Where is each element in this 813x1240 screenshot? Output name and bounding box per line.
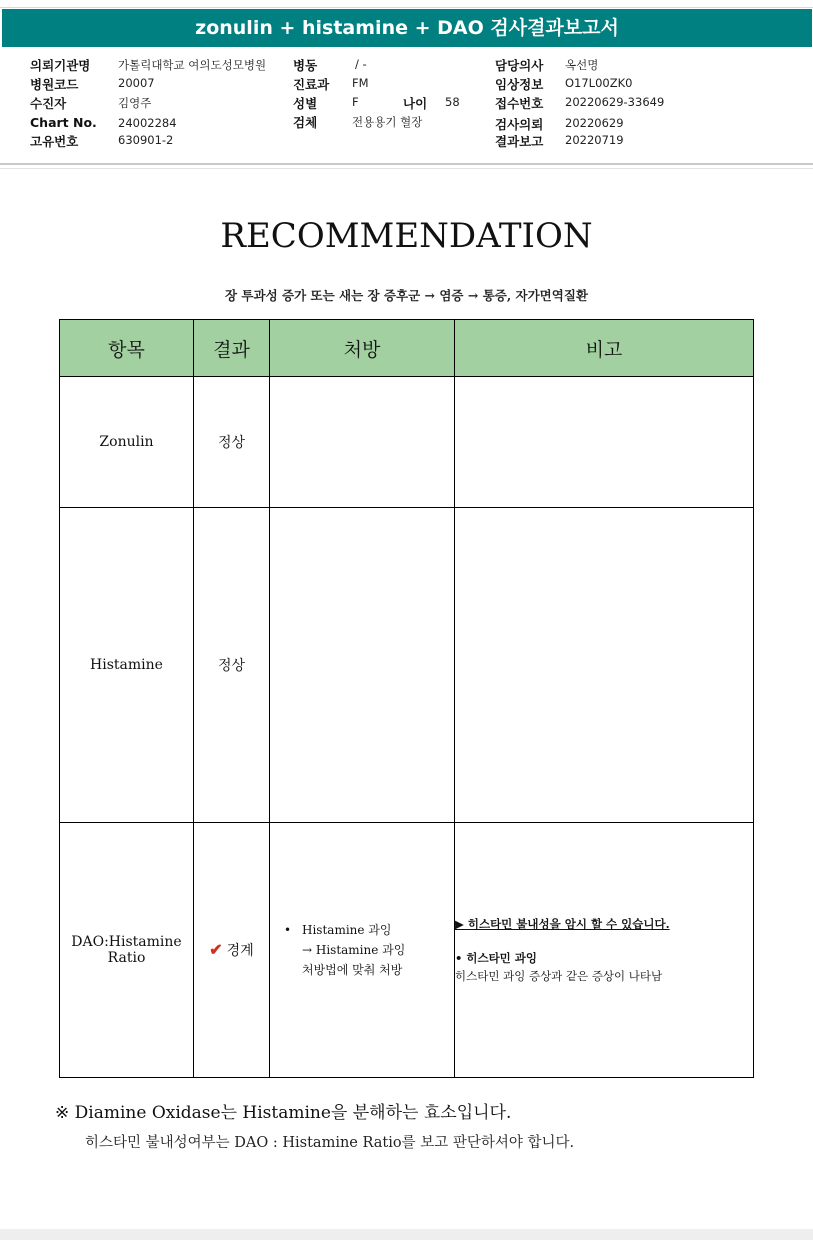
recommendation-subtitle: 장 투과성 증가 또는 새는 장 증후군 → 염증 → 통증, 자가면역질환: [225, 288, 588, 303]
report-label: 결과보고: [495, 134, 544, 149]
header-note: 비고: [455, 320, 754, 377]
note-text: 히스타민 과잉 증상과 같은 증상이 나타남: [455, 969, 663, 983]
table-row: [60, 377, 754, 508]
header-result: 결과: [194, 320, 270, 377]
specimen-label: 검체: [293, 115, 318, 130]
hospital-code-label: 병원코드: [30, 77, 79, 92]
age-label: 나이: [403, 96, 428, 111]
row-prescription: [270, 823, 455, 1078]
sex-value: F: [352, 95, 359, 109]
doctor-value: 옥선명: [565, 58, 599, 72]
row-prescription: [270, 377, 455, 508]
clinical-value: O17L00ZK0: [565, 76, 633, 90]
divider: [0, 163, 813, 165]
row-item: Zonulin: [60, 377, 194, 508]
note-heading: ▶ 히스타민 불내성을 암시 할 수 있습니다.: [455, 917, 670, 931]
patient-value: 김영주: [118, 96, 152, 110]
header-prescription: 처방: [270, 320, 455, 377]
check-icon: ✔: [209, 940, 223, 959]
row-item: DAO:Histamine Ratio: [60, 823, 194, 1078]
row-note: [455, 508, 754, 823]
bullet-icon: •: [284, 923, 292, 937]
row-note: [455, 377, 754, 508]
institution-value: 가톨릭대학교 여의도성모병원: [118, 58, 267, 72]
chart-value: 24002284: [118, 116, 177, 130]
request-label: 검사의뢰: [495, 117, 544, 132]
specimen-value: 전용용기 혈장: [352, 115, 423, 129]
report-value: 20220719: [565, 133, 624, 147]
hospital-code-value: 20007: [118, 76, 155, 90]
patient-info: [0, 52, 813, 162]
row-note: [455, 823, 754, 1078]
sex-label: 성별: [293, 96, 318, 111]
request-value: 20220629: [565, 116, 624, 130]
report-title: zonulin + histamine + DAO 검사결과보고서: [2, 9, 812, 47]
unique-value: 630901-2: [118, 133, 174, 147]
doctor-label: 담당의사: [495, 58, 544, 73]
unique-label: 고유번호: [30, 134, 79, 149]
footer-note-sub: 히스타민 불내성여부는 DAO : Histamine Ratio를 보고 판단하셔야 합니다.: [85, 1135, 575, 1151]
footer-note: ※ Diamine Oxidase는 Histamine을 분해하는 효소입니다.: [55, 1103, 512, 1123]
table-header-row: [60, 320, 754, 377]
table-row: [60, 823, 754, 1078]
row-result: [194, 823, 270, 1078]
table-row: [60, 508, 754, 823]
ward-value: / -: [355, 57, 367, 71]
receipt-label: 접수번호: [495, 96, 544, 111]
patient-label: 수진자: [30, 96, 67, 111]
header-item: 항목: [60, 320, 194, 377]
row-prescription: [270, 508, 455, 823]
age-value: 58: [445, 95, 460, 109]
dept-value: FM: [352, 76, 369, 90]
ward-label: 병동: [293, 58, 318, 73]
row-item: Histamine: [60, 508, 194, 823]
dept-label: 진료과: [293, 77, 330, 92]
divider: [0, 168, 813, 169]
row-result: 정상: [194, 377, 270, 508]
rx-line: 처방법에 맞춰 처방: [302, 963, 403, 977]
receipt-value: 20220629-33649: [565, 95, 665, 109]
row-result: 정상: [194, 508, 270, 823]
rx-line: Histamine 과잉: [302, 923, 392, 937]
institution-label: 의뢰기관명: [30, 58, 91, 73]
note-bullet: • 히스타민 과잉: [455, 951, 538, 965]
chart-label: Chart No.: [30, 115, 97, 130]
result-text: 경계: [226, 943, 254, 959]
bottom-border: [0, 1229, 813, 1240]
top-border: [0, 0, 813, 8]
recommendation-table: [59, 319, 754, 1078]
clinical-label: 임상정보: [495, 77, 544, 92]
recommendation-title: RECOMMENDATION: [220, 216, 593, 256]
rx-line: → Histamine 과잉: [302, 943, 406, 957]
